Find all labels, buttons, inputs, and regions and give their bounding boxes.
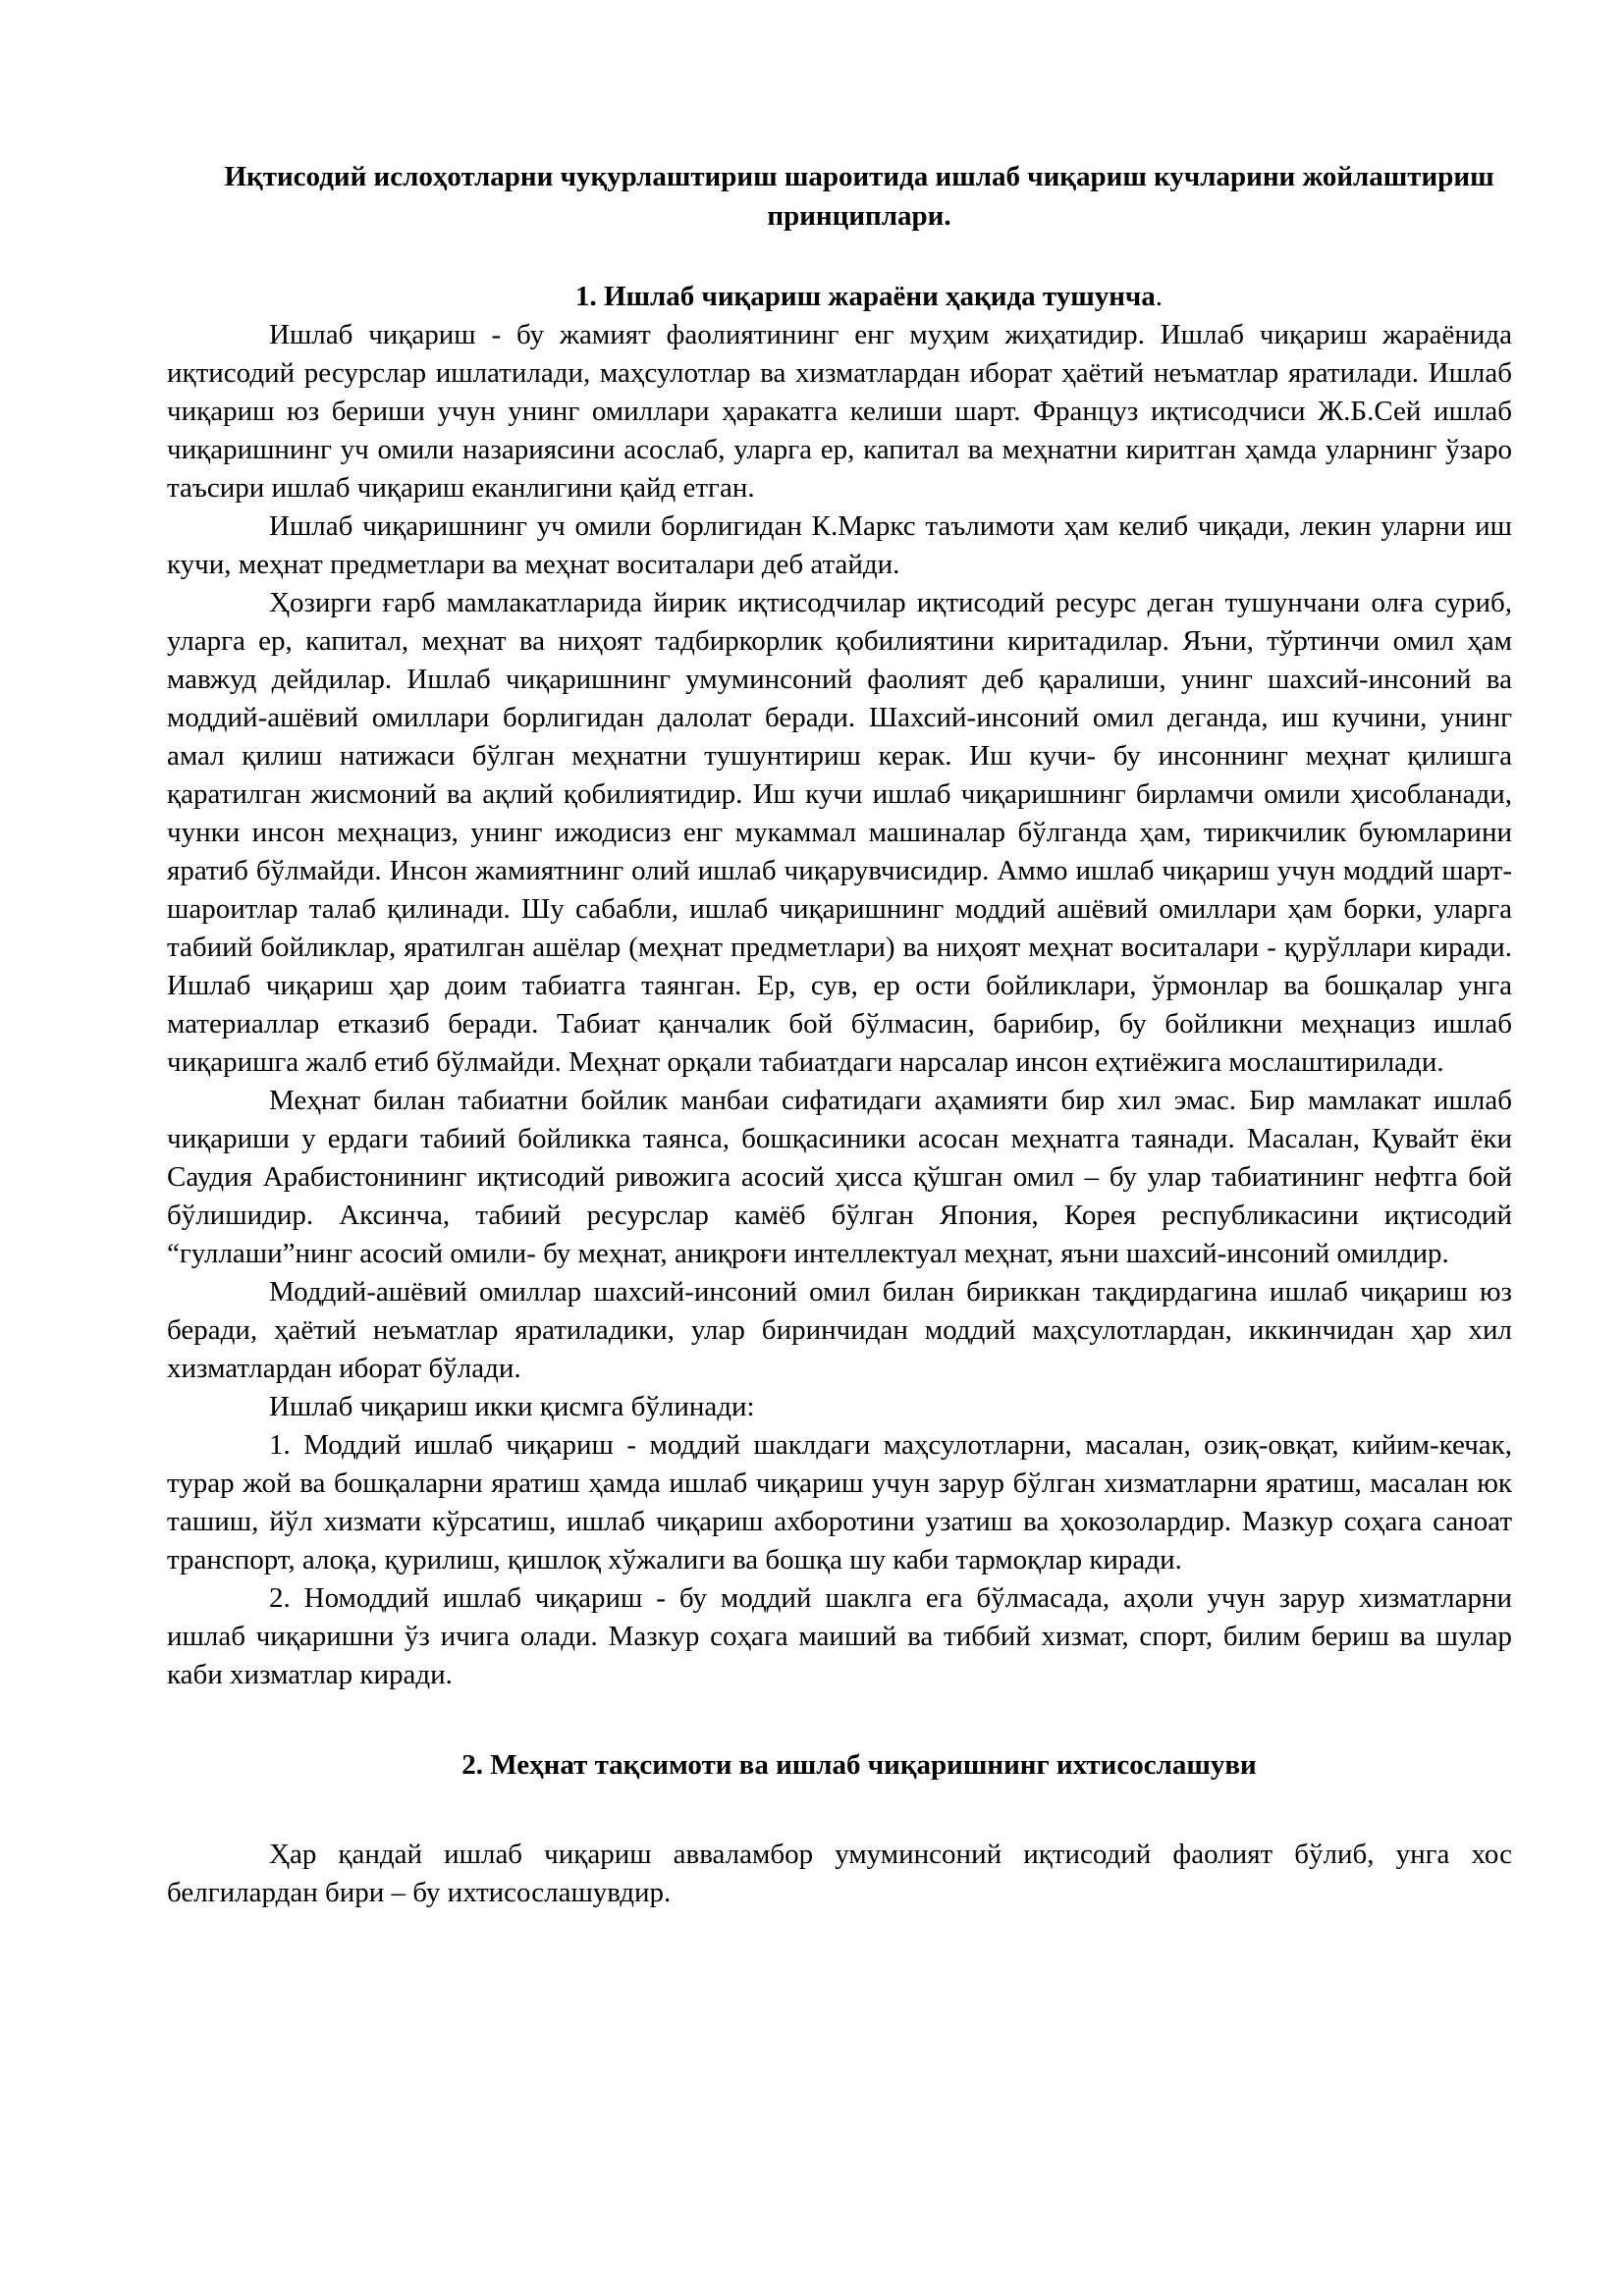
section-2-heading: 2. Меҳнат тақсимоти ва ишлаб чиқаришнинг ихтисослашуви [461, 1749, 1257, 1781]
paragraph: Моддий-ашёвий омиллар шахсий-инсоний омил билан бириккан тақдирдагина ишлаб чиқариш юз беради, ҳаётий неъматлар яратиладики, улар биринчидан моддий маҳсулотлардан, иккинчидан ҳар хил хизматлардан иборат бўлади. [167, 1276, 1512, 1384]
paragraph: Ишлаб чиқаришнинг уч омили борлигидан К.Маркс таълимоти ҳам келиб чиқади, лекин уларни иш кучи, меҳнат предметлари ва меҳнат воситалари деб атайди. [167, 510, 1512, 580]
paragraph: Ишлаб чиқариш икки қисмга бўлинади: [269, 1391, 755, 1422]
list-item-material-production: 1. Моддий ишлаб чиқариш - моддий шаклдаги маҳсулотларни, масалан, озиқ-овқат, кийим-кечак, турар жой ва бошқаларни яратиш ҳамда ишлаб чиқариш учун зарур бўлган хизматларни яратиш, масалан юк ташиш, йўл хизмати кўрсатиш, ишлаб чиқариш ахборотини узатиш ва ҳокозолардир. Мазкур соҳага саноат транспорт, алоқа, қурилиш, қишлоқ хўжалиги ва бошқа шу каби тармоқлар киради. [167, 1429, 1512, 1575]
paragraph: Ишлаб чиқариш - бу жамият фаолиятининг енг муҳим жиҳатидир. Ишлаб чиқариш жараёнида иқтисодий ресурслар ишлатилади, маҳсулотлар ва хизматлардан иборат ҳаётий неъматлар яратилади. Ишлаб чиқариш юз бериши учун унинг омиллари ҳаракатга келиши шарт. Француз иқтисодчиси Ж.Б.Сей ишлаб чиқаришнинг уч омили назариясини асослаб, уларга ер, капитал ва меҳнатни киритган ҳамда уларнинг ўзаро таъсири ишлаб чиқариш еканлигини қайд етган. [167, 319, 1512, 504]
section-1-heading-period: . [1155, 281, 1164, 312]
paragraph: Ҳар қандай ишлаб чиқариш авваламбор умуминсоний иқтисодий фаолият бўлиб, унга хос белгилардан бири – бу ихтисослашувдир. [167, 1839, 1512, 1908]
paragraph: Меҳнат билан табиатни бойлик манбаи сифатидаги аҳамияти бир хил эмас. Бир мамлакат ишлаб чиқариши у ердаги табиий бойликка таянса, бошқасиники асосан меҳнатга таянади. Масалан, Қувайт ёки Саудия Арабистонининг иқтисодий ривожига асосий ҳисса қўшган омил – бу улар табиатининг нефтга бой бўлишидир. Аксинча, табиий ресурслар камёб бўлган Япония, Корея республикасини иқтисодий “гуллаши”нинг асосий омили- бу меҳнат, аниқроғи интеллектуал меҳнат, яъни шахсий-инсоний омилдир. [167, 1085, 1512, 1269]
document-content [167, 157, 1512, 1912]
document-title: Иқтисодий ислоҳотларни чуқурлаштириш шароитида ишлаб чиқариш кучларини жойлаштириш принциплари. [224, 161, 1494, 232]
section-1-heading-text: 1. Ишлаб чиқариш жараёни ҳақида тушунча [574, 281, 1156, 312]
paragraph: Ҳозирги ғарб мамлакатларида йирик иқтисодчилар иқтисодий ресурс деган тушунчани олға суриб, уларга ер, капитал, меҳнат ва ниҳоят тадбиркорлик қобилиятини киритадилар. Яъни, тўртинчи омил ҳам мавжуд дейдилар. Ишлаб чиқаришнинг умуминсоний фаолият деб қаралиши, унинг шахсий-инсоний ва моддий-ашёвий омиллари борлигидан далолат беради. Шахсий-инсоний омил деганда, иш кучини, унинг амал қилиш натижаси бўлган меҳнатни тушунтириш керак. Иш кучи- бу инсоннинг меҳнат қилишга қаратилган жисмоний ва ақлий қобилиятидир. Иш кучи ишлаб чиқаришнинг бирламчи омили ҳисобланади, чунки инсон меҳнациз, унинг ижодисиз енг мукаммал машиналар бўлганда ҳам, тирикчилик буюмларини яратиб бўлмайди. Инсон жамиятнинг олий ишлаб чиқарувчисидир. Аммо ишлаб чиқариш учун моддий шарт-шароитлар талаб қилинади. Шу сабабли, ишлаб чиқаришнинг моддий ашёвий омиллари ҳам борки, уларга табиий бойликлар, яратилган ашёлар (меҳнат предметлари) ва ниҳоят меҳнат воситалари - қурўллари киради. Ишлаб чиқариш ҳар доим табиатга таянган. Ер, сув, ер ости бойликлари, ўрмонлар ва бошқалар унга материаллар етказиб беради. Табиат қанчалик бой бўлмасин, барибир, бу бойликни меҳнациз ишлаб чиқаришга жалб етиб бўлмайди. Меҳнат орқали табиатдаги нарсалар инсон еҳтиёжига мослаштирилади. [167, 587, 1512, 1078]
section-1-heading [167, 277, 1512, 316]
list-item-nonmaterial-production: 2. Номоддий ишлаб чиқариш - бу моддий шаклга ега бўлмасада, аҳоли учун зарур хизматларни ишлаб чиқаришни ўз ичига олади. Мазкур соҳага маиший ва тиббий хизмат, спорт, билим бериш ва шулар каби хизматлар киради. [167, 1582, 1512, 1690]
